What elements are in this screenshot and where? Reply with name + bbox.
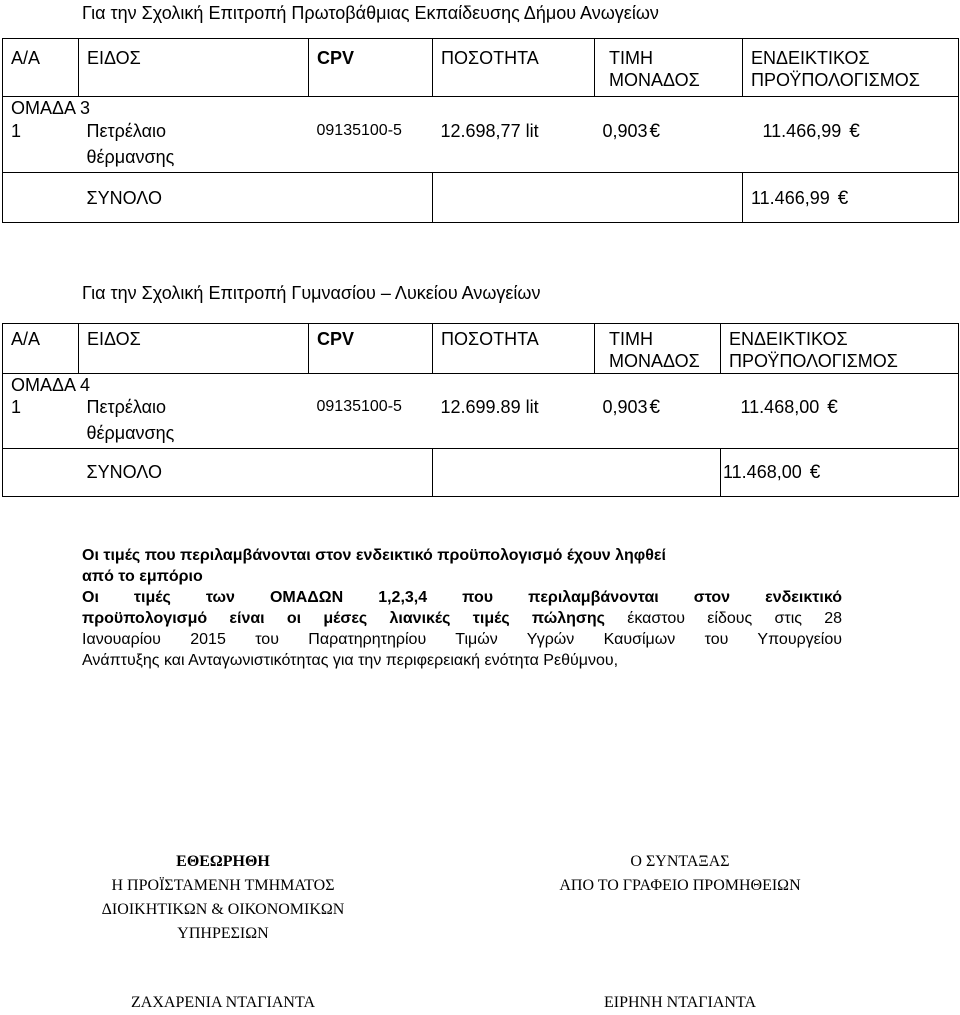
total-spacer bbox=[3, 449, 79, 497]
row-eidos bbox=[79, 120, 309, 173]
header-endeiktikos bbox=[743, 39, 959, 97]
total-value: 11.468,00 bbox=[723, 462, 802, 482]
header-timi-line2: ΜΟΝΑΔΟΣ bbox=[609, 351, 700, 371]
header-aa: Α/Α bbox=[3, 324, 79, 374]
total-value-cell bbox=[721, 449, 959, 497]
note-p2-line3: Ιανουαρίου 2015 του Παρατηρητηρίου Τιμών Υγρών Καυσίμων του Υπουργείου bbox=[82, 631, 842, 648]
note-p1-line2: από το εμπόριο bbox=[82, 568, 203, 585]
euro-symbol: € bbox=[649, 120, 661, 142]
euro-symbol: € bbox=[649, 397, 661, 418]
section2-heading: Για την Σχολική Επιτροπή Γυμνασίου – Λυκείου Ανωγείων bbox=[82, 283, 541, 303]
header-endeiktikos-line1: ΕΝΔΕΙΚΤΙΚΟΣ bbox=[729, 329, 848, 349]
signature-right bbox=[530, 850, 830, 898]
note-p2-line4: Ανάπτυξης και Ανταγωνιστικότητας για την περιφερειακή ενότητα Ρεθύμνου, bbox=[82, 652, 619, 669]
total-value: 11.466,99 bbox=[751, 187, 830, 208]
row-posotita: 12.698,77 lit bbox=[433, 120, 595, 173]
row-timi bbox=[595, 120, 743, 173]
header-eidos: ΕΙΔΟΣ bbox=[79, 324, 309, 374]
total-empty bbox=[433, 172, 743, 222]
header-timi bbox=[595, 39, 743, 97]
euro-symbol: € bbox=[837, 187, 849, 209]
header-aa: Α/Α bbox=[3, 39, 79, 97]
total-label: ΣΥΝΟΛΟ bbox=[79, 449, 433, 497]
header-cpv: CPV bbox=[309, 39, 433, 97]
row-timi bbox=[595, 396, 721, 449]
section1-heading: Για την Σχολική Επιτροπή Πρωτοβάθμιας Εκπαίδευσης Δήμου Ανωγείων bbox=[82, 3, 659, 23]
note-p2-line2-bold: προϋπολογισμό είναι οι μέσες λιανικές τιμές πώλησης bbox=[82, 610, 605, 627]
header-timi-line1: ΤΙΜΗ bbox=[609, 48, 653, 68]
signature-left-line2: ΔΙΟΙΚΗΤΙΚΩΝ & ΟΙΚΟΝΟΜΙΚΩΝ bbox=[101, 901, 345, 918]
row-endeiktikos-value: 11.468,00 bbox=[740, 397, 820, 417]
row-eidos bbox=[79, 396, 309, 449]
row-endeiktikos-value: 11.466,99 bbox=[762, 120, 842, 141]
row-aa: 1 bbox=[3, 120, 79, 173]
euro-symbol: € bbox=[827, 397, 838, 418]
row-aa: 1 bbox=[3, 396, 79, 449]
row-timi-value: 0,903 bbox=[602, 120, 648, 141]
signature-left-line3: ΥΠΗΡΕΣΙΩΝ bbox=[177, 925, 269, 942]
signature-left-title: ΕΘΕΩΡΗΘΗ bbox=[176, 853, 270, 870]
row-eidos-line2: θέρμανσης bbox=[86, 146, 175, 167]
total-empty bbox=[433, 449, 721, 497]
table-row bbox=[3, 120, 959, 173]
signature-right-title: Ο ΣΥΝΤΑΞΑΣ bbox=[630, 853, 730, 870]
row-eidos-line2: θέρμανσης bbox=[86, 423, 175, 443]
header-endeiktikos bbox=[721, 324, 959, 374]
note-p2-line2 bbox=[82, 608, 842, 629]
euro-symbol: € bbox=[809, 462, 821, 483]
header-timi-line1: ΤΙΜΗ bbox=[609, 329, 653, 349]
row-posotita: 12.699.89 lit bbox=[433, 396, 595, 449]
price-note bbox=[82, 545, 842, 671]
signature-right-name: ΕΙΡΗΝΗ ΝΤΑΓΙΑΝΤΑ bbox=[604, 994, 756, 1011]
group-row bbox=[3, 97, 959, 120]
header-endeiktikos-line2: ΠΡΟΫΠΟΛΟΓΙΣΜΟΣ bbox=[751, 70, 920, 90]
euro-symbol: € bbox=[849, 120, 860, 142]
row-endeiktikos bbox=[743, 120, 959, 173]
total-spacer bbox=[3, 172, 79, 222]
row-cpv: 09135100-5 bbox=[309, 120, 433, 173]
group-label: ΟΜΑΔΑ 4 bbox=[3, 374, 959, 397]
total-value-cell bbox=[743, 172, 959, 222]
budget-table-group3 bbox=[2, 38, 959, 223]
header-timi bbox=[595, 324, 721, 374]
group-row bbox=[3, 374, 959, 397]
table-header-row bbox=[3, 39, 959, 97]
note-p2-line1: Οι τιμές των ΟΜΑΔΩΝ 1,2,3,4 που περιλαμβάνονται στον ενδεικτικό bbox=[82, 589, 842, 606]
table-row bbox=[3, 396, 959, 449]
row-eidos-line1: Πετρέλαιο bbox=[86, 120, 167, 141]
budget-table-group4 bbox=[2, 323, 959, 497]
signature-left-line1: Η ΠΡΟΪΣΤΑΜΕΝΗ ΤΜΗΜΑΤΟΣ bbox=[111, 877, 335, 894]
signature-right-line1: ΑΠΟ ΤΟ ΓΡΑΦΕΙΟ ΠΡΟΜΗΘΕΙΩΝ bbox=[559, 877, 801, 894]
header-posotita: ΠΟΣΟΤΗΤΑ bbox=[433, 39, 595, 97]
header-cpv: CPV bbox=[309, 324, 433, 374]
header-posotita: ΠΟΣΟΤΗΤΑ bbox=[433, 324, 595, 374]
note-p2-line2-normal: έκαστου είδους στις 28 bbox=[604, 610, 843, 627]
header-eidos: ΕΙΔΟΣ bbox=[79, 39, 309, 97]
total-row bbox=[3, 449, 959, 497]
signature-left-name: ΖΑΧΑΡΕΝΙΑ ΝΤΑΓΙΑΝΤΑ bbox=[131, 994, 315, 1011]
total-row bbox=[3, 172, 959, 222]
group-label: ΟΜΑΔΑ 3 bbox=[3, 97, 959, 120]
header-timi-line2: ΜΟΝΑΔΟΣ bbox=[609, 70, 700, 90]
header-endeiktikos-line2: ΠΡΟΫΠΟΛΟΓΙΣΜΟΣ bbox=[729, 351, 898, 371]
signature-left bbox=[82, 850, 364, 946]
row-cpv: 09135100-5 bbox=[309, 396, 433, 449]
total-label: ΣΥΝΟΛΟ bbox=[79, 172, 433, 222]
row-timi-value: 0,903 bbox=[602, 397, 648, 417]
row-endeiktikos bbox=[721, 396, 959, 449]
note-p1-line1: Οι τιμές που περιλαμβάνονται στον ενδεικτικό προϋπολογισμό έχουν ληφθεί bbox=[82, 547, 666, 564]
table-header-row bbox=[3, 324, 959, 374]
row-eidos-line1: Πετρέλαιο bbox=[86, 397, 167, 417]
header-endeiktikos-line1: ΕΝΔΕΙΚΤΙΚΟΣ bbox=[751, 48, 870, 68]
